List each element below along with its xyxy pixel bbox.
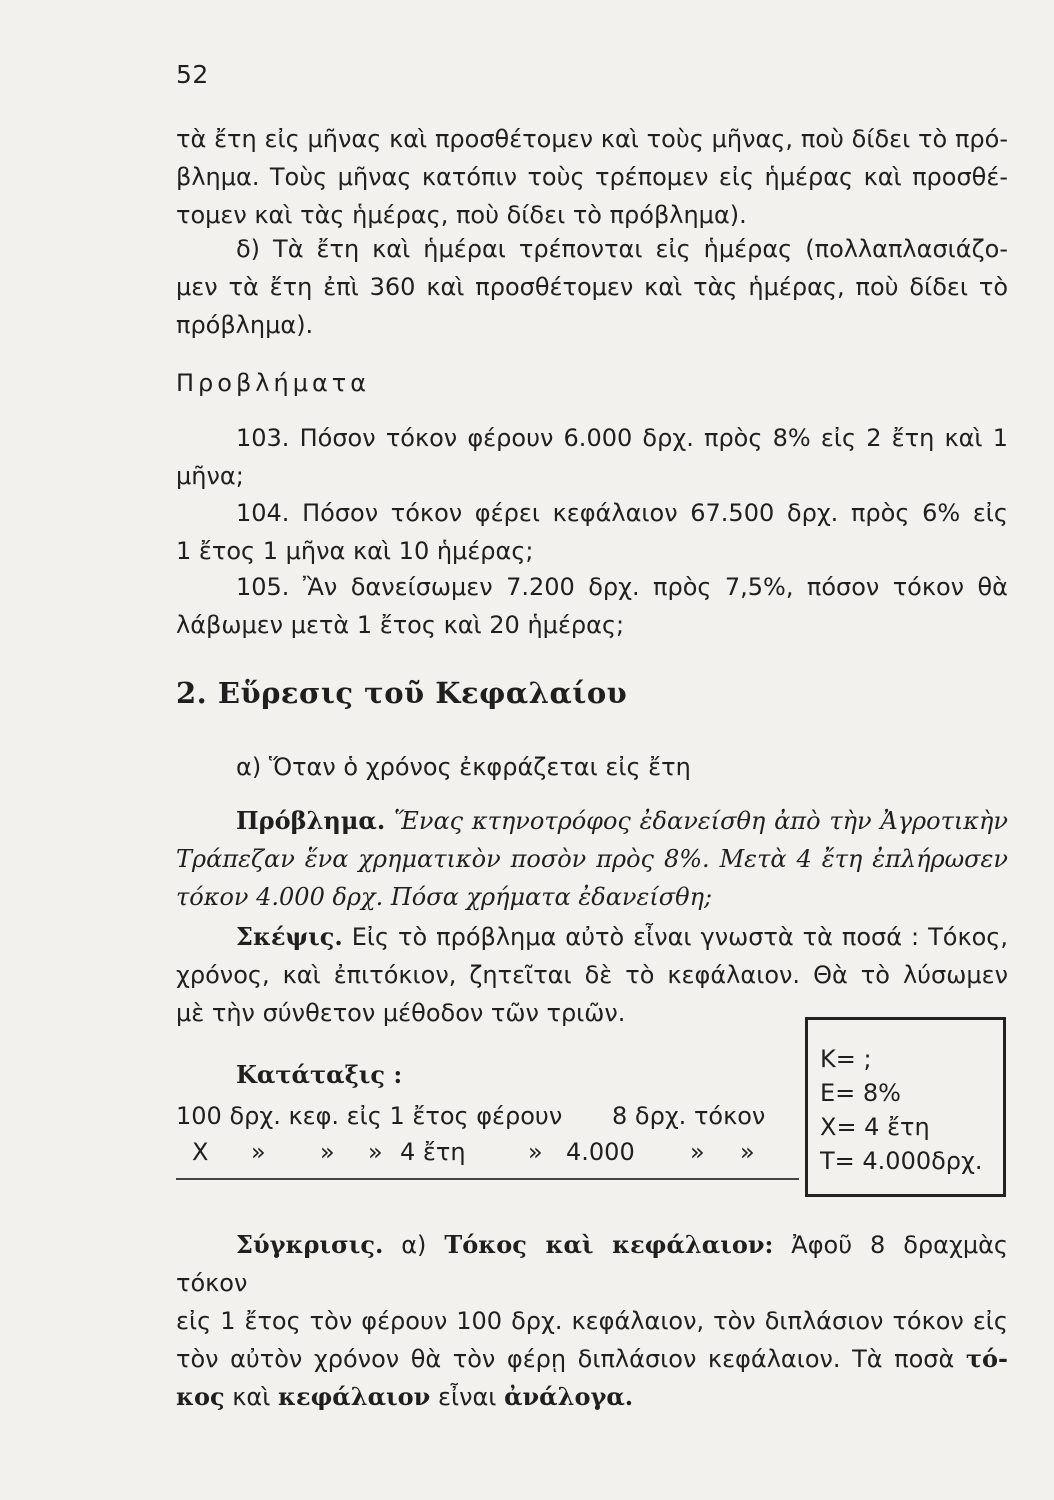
section-subheading: α) Ὅταν ὁ χρόνος ἐκφράζεται εἰς ἔτη	[236, 753, 691, 781]
problem-statement	[176, 802, 1008, 916]
problem-line: λάβωμεν μετὰ 1 ἔτος καὶ 20 ἡμέρας;	[176, 611, 625, 639]
thought-label: Σκέψις.	[236, 922, 343, 951]
ditto-mark: »	[251, 1138, 266, 1166]
comparison-bold: κεφάλαιον	[277, 1382, 431, 1411]
thought-text: μὲ τὴν σύνθετον μέθοδον τῶν τριῶν.	[176, 999, 626, 1027]
ditto-mark: »	[528, 1138, 543, 1166]
problem-line: 103. Πόσον τόκον φέρουν 6.000 δρχ. πρὸς 8% εἰς 2 ἔτη καὶ 1	[236, 424, 1008, 452]
arrangement-x: Χ	[192, 1138, 209, 1166]
comparison-paragraph	[176, 1226, 1008, 1416]
ditto-mark: »	[368, 1138, 383, 1166]
problem-104	[176, 494, 1008, 570]
problem-line: 105. Ἂν δανείσωμεν 7.200 δρχ. πρὸς 7,5%, πόσον τόκον θὰ	[236, 573, 1008, 601]
comparison-bold: τό-	[965, 1344, 1008, 1373]
ditto-mark: »	[690, 1138, 705, 1166]
comparison-text: καὶ	[232, 1383, 271, 1411]
problem-text: Τράπεζαν ἕνα χρηματικὸν ποσὸν πρὸς 8%. Μετὰ 4 ἔτη ἐπλήρωσεν	[176, 845, 1008, 873]
arrangement-rule	[176, 1178, 799, 1180]
intro-line: βλημα. Τοὺς μῆνας κατόπιν τοὺς τρέπομεν εἰς ἡμέρας καὶ προσθέ-	[176, 163, 1008, 191]
comparison-bold: ἀνάλογα.	[504, 1382, 634, 1411]
comparison-text: εἶναι	[437, 1383, 497, 1411]
arrangement-amount: 4.000	[566, 1138, 635, 1166]
arrangement-label: Κατάταξις :	[236, 1060, 403, 1089]
delta-line: μεν τὰ ἔτη ἐπὶ 360 καὶ προσθέτομεν καὶ τὰς ἡμέρας, ποὺ δίδει τὸ	[176, 273, 1008, 301]
problem-line: μῆνα;	[176, 462, 244, 490]
delta-line: πρόβλημα).	[176, 311, 314, 339]
problem-text: Ἕνας κτηνοτρόφος ἐδανείσθη ἀπὸ τὴν Ἀγροτικὴν	[394, 807, 1008, 835]
problem-105	[176, 568, 1008, 644]
given-e: Ε= 8%	[820, 1079, 901, 1107]
problem-line: 104. Πόσον τόκον φέρει κεφάλαιον 67.500 δρχ. πρὸς 6% εἰς	[236, 499, 1008, 527]
comparison-bold: κος	[176, 1382, 225, 1411]
arrangement-row1-right: 8 δρχ. τόκον	[612, 1102, 766, 1130]
section-heading: 2. Εὕρεσις τοῦ Κεφαλαίου	[176, 676, 628, 710]
delta-line: δ) Τὰ ἔτη καὶ ἡμέραι τρέπονται εἰς ἡμέρας (πολλαπλασιάζο-	[236, 235, 1008, 263]
thought-paragraph	[176, 918, 1008, 1032]
comparison-sub-bold: Τόκος καὶ κεφάλαιον:	[444, 1230, 774, 1259]
given-t: Τ= 4.000δρχ.	[820, 1147, 983, 1175]
thought-text: Εἰς τὸ πρόβλημα αὐτὸ εἶναι γνωστὰ τὰ ποσά : Τόκος,	[351, 923, 1008, 951]
comparison-text: Ἀφοῦ 8 δραχμὰς τόκον	[176, 1231, 1008, 1297]
intro-paragraph	[176, 120, 1008, 234]
delta-paragraph	[176, 230, 1008, 344]
thought-text: χρόνος, καὶ ἐπιτόκιον, ζητεῖται δὲ τὸ κεφάλαιον. Θὰ τὸ λύσωμεν	[176, 961, 1008, 989]
problem-label: Πρόβλημα.	[236, 806, 386, 835]
given-k: Κ= ;	[820, 1045, 872, 1073]
intro-line: τομεν καὶ τὰς ἡμέρας, ποὺ δίδει τὸ πρόβλημα).	[176, 201, 747, 229]
comparison-sub: α)	[401, 1231, 427, 1259]
problems-title: Προβλήματα	[176, 369, 371, 397]
intro-line: τὰ ἔτη εἰς μῆνας καὶ προσθέτομεν καὶ τοὺς μῆνας, ποὺ δίδει τὸ πρό-	[176, 125, 1008, 153]
arrangement-years: 4 ἔτη	[400, 1138, 466, 1166]
given-x: Χ= 4 ἔτη	[820, 1113, 930, 1141]
ditto-mark: »	[320, 1138, 335, 1166]
givens-box	[805, 1017, 1006, 1197]
arrangement-row1-left: 100 δρχ. κεφ. εἰς 1 ἔτος φέρουν	[176, 1102, 563, 1130]
problem-text: τόκον 4.000 δρχ. Πόσα χρήματα ἐδανείσθη;	[176, 883, 713, 911]
problem-103	[176, 419, 1008, 495]
page-number: 52	[176, 60, 209, 89]
comparison-text: εἰς 1 ἔτος τὸν φέρουν 100 δρχ. κεφάλαιον, τὸν διπλάσιον τόκον εἰς	[176, 1307, 1008, 1335]
comparison-label: Σύγκρισις.	[236, 1230, 384, 1259]
problem-line: 1 ἔτος 1 μῆνα καὶ 10 ἡμέρας;	[176, 537, 534, 565]
comparison-text: τὸν αὐτὸν χρόνον θὰ τὸν φέρῃ διπλάσιον κεφάλαιον. Τὰ ποσὰ	[176, 1345, 955, 1373]
ditto-mark: »	[740, 1138, 755, 1166]
